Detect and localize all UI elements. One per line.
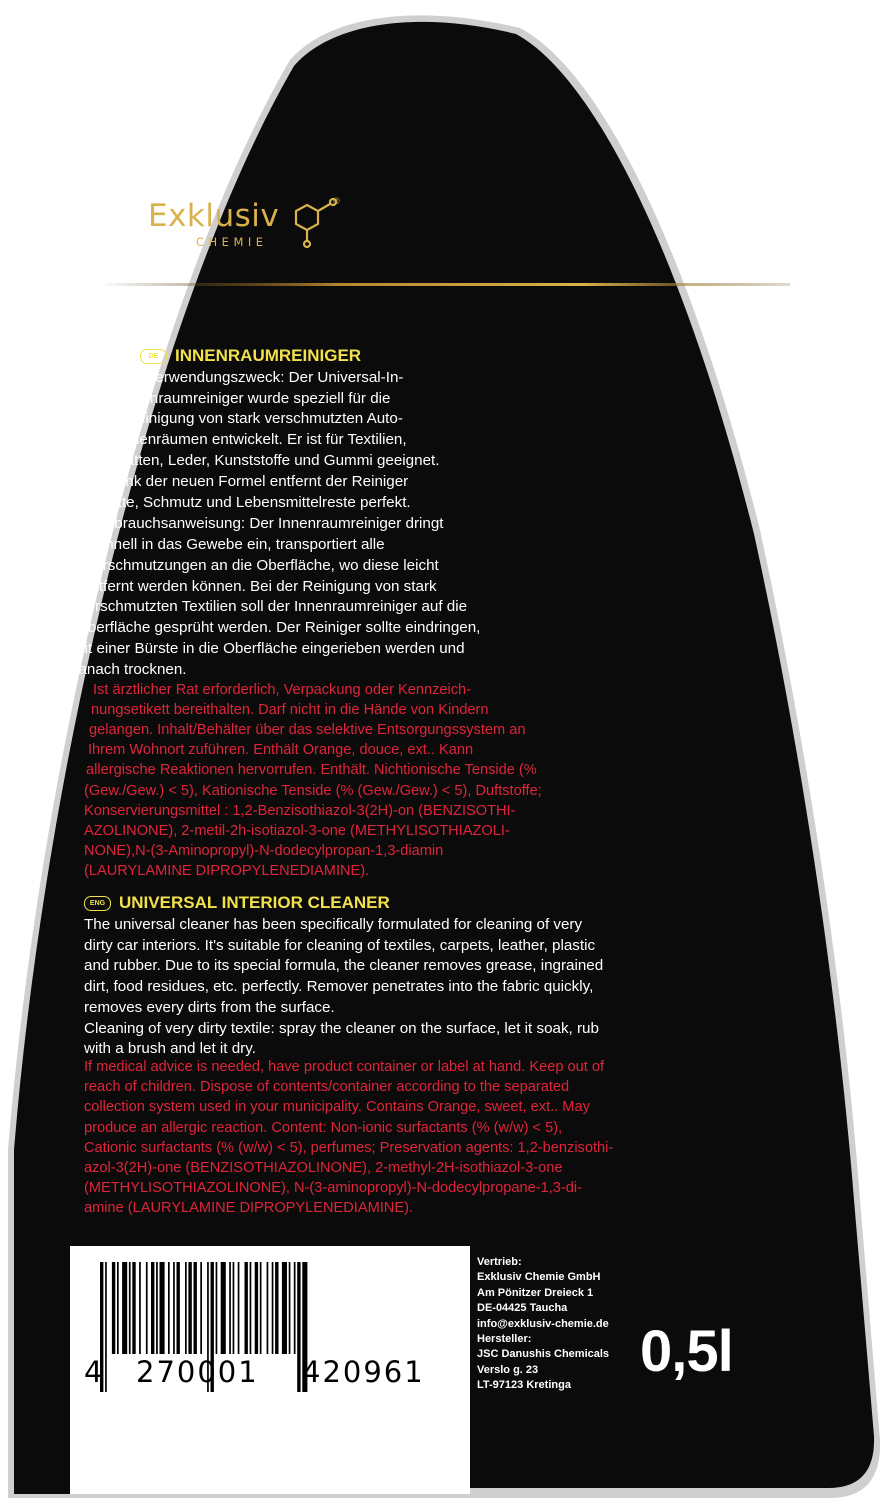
volume-label: 0,5l xyxy=(640,1319,733,1384)
gold-divider xyxy=(100,283,790,286)
text-line: Cationic surfactants (% (w/w) < 5), perfumes; Preservation agents: 1,2-benzisothi- xyxy=(84,1139,614,1156)
text-line: The universal cleaner has been specifically formulated for cleaning of very xyxy=(84,916,583,933)
text-line: Am Pönitzer Dreieck 1 xyxy=(477,1286,594,1299)
barcode-bar xyxy=(260,1262,262,1354)
brand-logo-text: Exklusiv xyxy=(148,198,280,234)
text-line: removes every dirts from the surface. xyxy=(84,998,335,1016)
barcode-bar xyxy=(289,1262,291,1354)
text-line: amine (LAURYLAMINE DIPROPYLENEDIAMINE). xyxy=(84,1200,413,1217)
barcode-bar xyxy=(117,1262,119,1354)
text-line: azol-3(2H)-one (BENZISOTHIAZOLINONE), 2-methyl-2H-isothiazol-3-one xyxy=(84,1160,563,1177)
barcode-bar xyxy=(233,1262,235,1354)
text-line: Ist ärztlicher Rat erforderlich, Verpackung oder Kennzeich- xyxy=(93,682,471,698)
en-flag-icon: ENG xyxy=(84,896,111,911)
company-info xyxy=(477,1255,609,1394)
text-line: Cleaning of very dirty textile: spray the cleaner on the surface, let it soak, rub xyxy=(84,1019,599,1037)
de-title: INNENRAUMREINIGER xyxy=(175,346,362,365)
en-body-text xyxy=(84,915,710,1060)
text-line: Dank der neuen Formel entfernt der Reiniger xyxy=(106,473,409,490)
barcode-bar xyxy=(272,1262,274,1354)
text-line: nungsetikett bereithalten. Darf nicht in die Hände von Kindern xyxy=(91,702,489,718)
text-line: Vertrieb: xyxy=(477,1256,522,1268)
barcode-bar xyxy=(122,1262,127,1354)
text-line: Fette, Schmutz und Lebensmittelreste perfekt. xyxy=(100,494,411,511)
text-line: produce an allergic reaction. Content: Non-ionic surfactants (% (w/w) < 5), xyxy=(84,1119,563,1136)
barcode-bar xyxy=(156,1262,158,1354)
en-warning-text xyxy=(84,1057,730,1219)
registered-mark: ® xyxy=(333,196,340,206)
text-line: and rubber. Due to its special formula, the cleaner removes grease, ingrained xyxy=(84,957,604,975)
barcode-bar xyxy=(146,1262,148,1354)
barcode-bar xyxy=(132,1262,135,1354)
text-line: Gebrauchsanweisung: Der Innenraumreiniger dringt xyxy=(94,515,444,532)
text-line: mit einer Bürste in die Oberfläche eingerieben werden und xyxy=(72,640,465,657)
text-line: DE-04425 Taucha xyxy=(477,1302,568,1315)
text-line: (METHYLISOTHIAZOLINONE), N-(3-aminopropyl)-N-dodecylpropane-1,3-di- xyxy=(84,1180,582,1197)
barcode-bar xyxy=(168,1262,170,1354)
text-line: danach trocknen. xyxy=(70,661,187,678)
text-line: Exklusiv Chemie GmbH xyxy=(477,1271,601,1284)
text-line: Oberfläche gesprüht werden. Der Reiniger sollte eindringen, xyxy=(76,619,481,636)
barcode-bar xyxy=(229,1262,231,1354)
barcode-digit-first: 4 xyxy=(84,1355,105,1389)
barcode-bar xyxy=(297,1262,300,1392)
barcode-digits-right: 420961 xyxy=(302,1355,425,1389)
text-line: allergische Reaktionen hervorrufen. Enthält. Nichtionische Tenside (% xyxy=(86,762,537,778)
text-line: innenräumen entwickelt. Er ist für Textilien, xyxy=(119,431,407,448)
brand-logo-subtext: CHEMIE xyxy=(196,235,268,249)
text-line: dirt, food residues, etc. perfectly. Remover penetrates into the fabric quickly, xyxy=(84,978,594,996)
text-line: nenraumreiniger wurde speziell für die xyxy=(133,390,391,407)
barcode-bar xyxy=(238,1262,240,1354)
en-title: UNIVERSAL INTERIOR CLEANER xyxy=(119,893,390,912)
en-heading xyxy=(84,893,390,913)
text-line: entfernt werden können. Bei der Reinigung von stark xyxy=(82,578,437,595)
barcode-bar xyxy=(139,1262,141,1354)
barcode-bar xyxy=(185,1262,187,1354)
text-line: Hersteller: xyxy=(477,1333,532,1346)
text-line: reach of children. Dispose of contents/container according to the separated xyxy=(84,1079,570,1096)
barcode-bar xyxy=(151,1262,154,1354)
de-heading xyxy=(140,346,361,366)
barcode-bar xyxy=(160,1262,165,1354)
barcode-bar xyxy=(245,1262,248,1354)
text-line: NONE),N-(3-Aminopropyl)-N-dodecylpropan-1,3-diamin xyxy=(84,843,444,859)
text-line: info@exklusiv-chemie.de xyxy=(477,1317,609,1330)
text-line: LT-97123 Kretinga xyxy=(477,1379,571,1392)
barcode-bar xyxy=(294,1262,296,1354)
text-line: Reinigung von stark verschmutzten Auto- xyxy=(126,410,403,427)
text-line: AZOLINONE), 2-metil-2h-isotiazol-3-one (METHYLISOTHIAZOLI- xyxy=(84,823,510,839)
de-flag-icon: DE xyxy=(140,349,167,364)
text-line: Verschmutzungen an die Oberfläche, wo diese leicht xyxy=(85,557,439,574)
barcode-bar xyxy=(221,1262,226,1354)
barcode-bar xyxy=(200,1262,202,1354)
text-line: Verslo g. 23 xyxy=(477,1363,539,1376)
text-line: dirty car interiors. It's suitable for cleaning of textiles, carpets, leather, plastic xyxy=(84,936,596,954)
text-line: (Gew./Gew.) < 5), Kationische Tenside (% (Gew./Gew.) < 5), Duftstoffe; xyxy=(84,783,542,799)
barcode-bar xyxy=(112,1262,115,1354)
barcode-bar xyxy=(255,1262,258,1354)
text-line: collection system used in your municipality. Contains Orange, sweet, ext.. May xyxy=(84,1099,590,1116)
barcode-bar xyxy=(275,1262,278,1354)
barcode-bar xyxy=(194,1262,197,1354)
text-line: Ihrem Wohnort zuführen. Enthält Orange, douce, ext.. Kann xyxy=(88,742,474,758)
text-line: (LAURYLAMINE DIPROPYLENEDIAMINE). xyxy=(84,863,370,879)
text-line: with a brush and let it dry. xyxy=(84,1040,256,1058)
barcode-bar xyxy=(267,1262,269,1354)
barcode-bar xyxy=(129,1262,131,1354)
text-line: Konservierungsmittel : 1,2-Benzisothiazol-3(2H)-on (BENZISOTHI- xyxy=(84,803,516,819)
barcode-bar xyxy=(188,1262,191,1354)
barcode-bar xyxy=(177,1262,180,1354)
text-line: If medical advice is needed, have product container or label at hand. Keep out of xyxy=(84,1059,605,1075)
barcode-bar xyxy=(173,1262,175,1354)
text-line: Verwendungszweck: Der Universal-In- xyxy=(146,369,404,386)
barcode-bar xyxy=(282,1262,287,1354)
barcode-bar xyxy=(105,1262,107,1392)
text-line: gelangen. Inhalt/Behälter über das selektive Entsorgungssystem an xyxy=(89,722,526,738)
text-line: schnell in das Gewebe ein, transportiert alle xyxy=(90,536,385,553)
text-line: Matten, Leder, Kunststoffe und Gummi geeignet. xyxy=(113,452,440,469)
barcode-bar xyxy=(250,1262,252,1354)
barcode-digits-left: 270001 xyxy=(136,1355,259,1389)
text-line: JSC Danushis Chemicals xyxy=(477,1348,610,1361)
text-line: verschmutzten Textilien soll der Innenraumreiniger auf die xyxy=(79,598,468,615)
barcode-bar xyxy=(216,1262,218,1354)
